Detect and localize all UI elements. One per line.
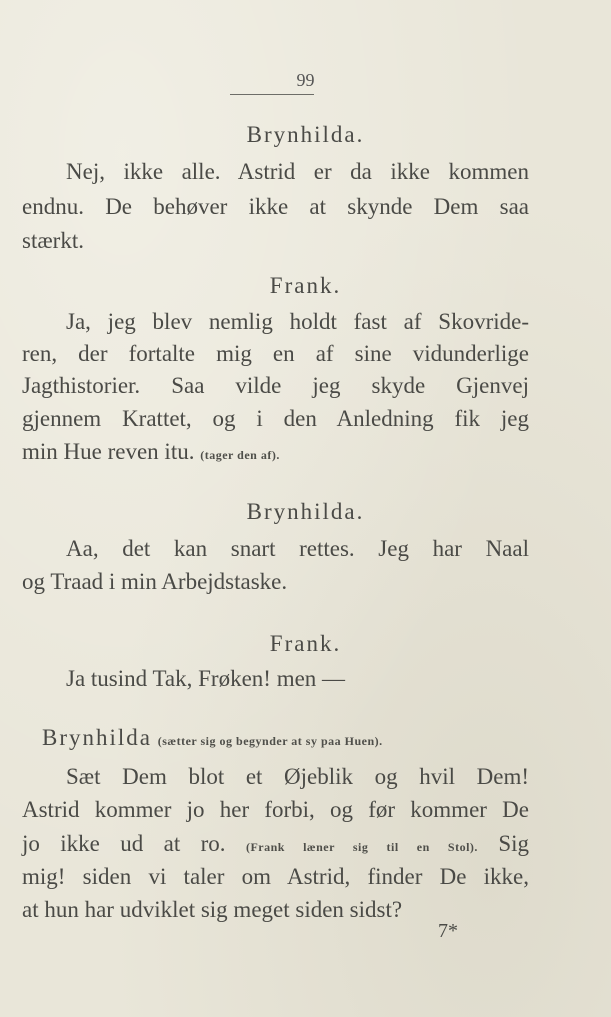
speaker-name: Brynhilda	[42, 725, 152, 750]
speaker-name: Frank.	[269, 631, 342, 656]
speaker-name: Brynhilda.	[246, 499, 365, 524]
speaker-name: Brynhilda.	[246, 122, 365, 147]
page-number-rule	[230, 94, 314, 95]
stage-direction: (Frank læner sig til en Stol).	[245, 840, 478, 854]
text-line: Sæt Dem blot et Øjeblik og hvil Dem!	[66, 764, 529, 789]
text-line: at hun har udviklet sig meget siden sidst?	[22, 897, 403, 922]
text-segment: min Hue reven itu.	[22, 439, 195, 464]
text-segment: jo ikke ud at ro.	[22, 831, 226, 856]
text-line: Aa, det kan snart rettes. Jeg har Naal	[66, 536, 529, 561]
text-line: Jagthistorier. Saa vilde jeg skyde Gjenvej	[22, 373, 529, 398]
text-line: Ja tusind Tak, Frøken! men —	[66, 666, 346, 691]
text-line: ren, der fortalte mig en af sine vidunderlige	[22, 341, 529, 366]
text-line: mig! siden vi taler om Astrid, finder De ikke,	[22, 864, 529, 889]
stage-direction: (tager den af).	[200, 448, 280, 462]
text-line: Nej, ikke alle. Astrid er da ikke kommen	[66, 159, 529, 184]
text-line: og Traad i min Arbejdstaske.	[22, 569, 288, 594]
text-line: Astrid kommer jo her forbi, og før kommer De	[22, 797, 529, 822]
text-line: endnu. De behøver ikke at skynde Dem saa	[22, 194, 529, 219]
stage-direction: (sætter sig og begynder at sy paa Huen).	[157, 734, 383, 748]
speaker-name: Frank.	[269, 273, 342, 298]
signature-mark: 7*	[438, 920, 458, 942]
text-line-with-stage-direction	[22, 829, 529, 862]
speaker-line	[42, 723, 532, 756]
text-line: gjennem Krattet, og i den Anledning fik jeg	[22, 406, 529, 431]
text-line-with-stage-direction	[22, 437, 529, 470]
text-line: stærkt.	[22, 228, 84, 253]
text-segment: Sig	[498, 831, 530, 856]
text-line: Ja, jeg blev nemlig holdt fast af Skovride-	[66, 309, 529, 334]
page-number: 99	[296, 70, 315, 90]
